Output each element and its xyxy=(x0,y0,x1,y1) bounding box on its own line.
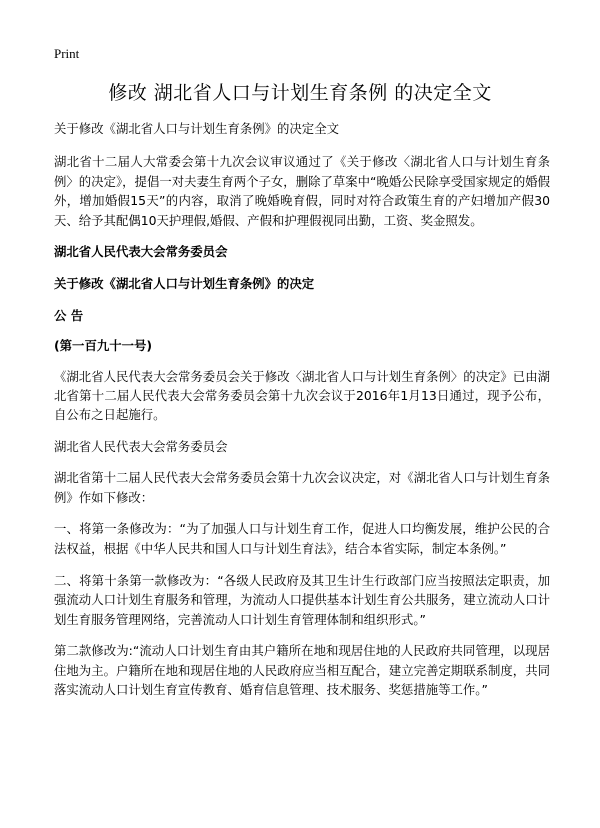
amendment-item-2: 二、将第十条第一款修改为：“各级人民政府及其卫生计生行政部门应当按照法定职责，加强流动人口计划生育服务和管理，为流动人口提供基本计划生育公共服务，建立流动人口计划生育服务管理网络，完善流动人口计划生育管理体制和组织形式。” xyxy=(54,572,550,627)
intro-paragraph: 湖北省十二届人大常委会第十九次会议审议通过了《关于修改〈湖北省人口与计划生育条例〉的决定》，提倡一对夫妻生育两个子女，删除了草案中“晚婚公民除享受国家规定的婚假外，增加婚假15天”的内容，取消了晚婚晚育假，同时对符合政策生育的产妇增加产假30天、给予其配偶10天护理假,婚假、产假和护理假视同出勤，工资、奖金照发。 xyxy=(54,154,550,228)
print-link[interactable]: Print xyxy=(54,46,80,61)
notice-number: (第一百九十一号) xyxy=(54,338,153,354)
decision-heading: 关于修改《湖北省人口与计划生育条例》的决定 xyxy=(54,276,315,292)
committee-signature: 湖北省人民代表大会常务委员会 xyxy=(54,438,228,454)
article-body xyxy=(54,119,550,699)
amendment-item-2-clause-2: 第二款修改为:“流动人口计划生育由其户籍所在地和现居住地的人民政府共同管理，以现居住地为主。户籍所在地和现居住地的人民政府应当相互配合，建立完善定期联系制度，共同落实流动人口计划生育宣传教育、婚育信息管理、技术服务、奖惩措施等工作。” xyxy=(54,643,550,697)
notice-heading: 公 告 xyxy=(54,307,84,323)
decision-paragraph: 湖北省第十二届人民代表大会常务委员会第十九次会议决定，对《湖北省人口与计划生育条例》作如下修改： xyxy=(54,470,550,505)
committee-heading: 湖北省人民代表大会常务委员会 xyxy=(54,244,228,260)
announcement-paragraph: 《湖北省人民代表大会常务委员会关于修改〈湖北省人口与计划生育条例〉的决定》已由湖北省第十二届人民代表大会常务委员会第十九次会议于2016年1月13日通过，现予公布，自公布之日起施行。 xyxy=(54,368,550,423)
page-title: 修改 湖北省人口与计划生育条例 的决定全文 xyxy=(108,82,492,104)
amendment-item-1: 一、将第一条修改为：“为了加强人口与计划生育工作，促进人口均衡发展，维护公民的合法权益，根据《中华人民共和国人口与计划生育法》，结合本省实际，制定本条例。” xyxy=(54,521,550,556)
article-subtitle: 关于修改《湖北省人口与计划生育条例》的决定全文 xyxy=(54,121,339,136)
